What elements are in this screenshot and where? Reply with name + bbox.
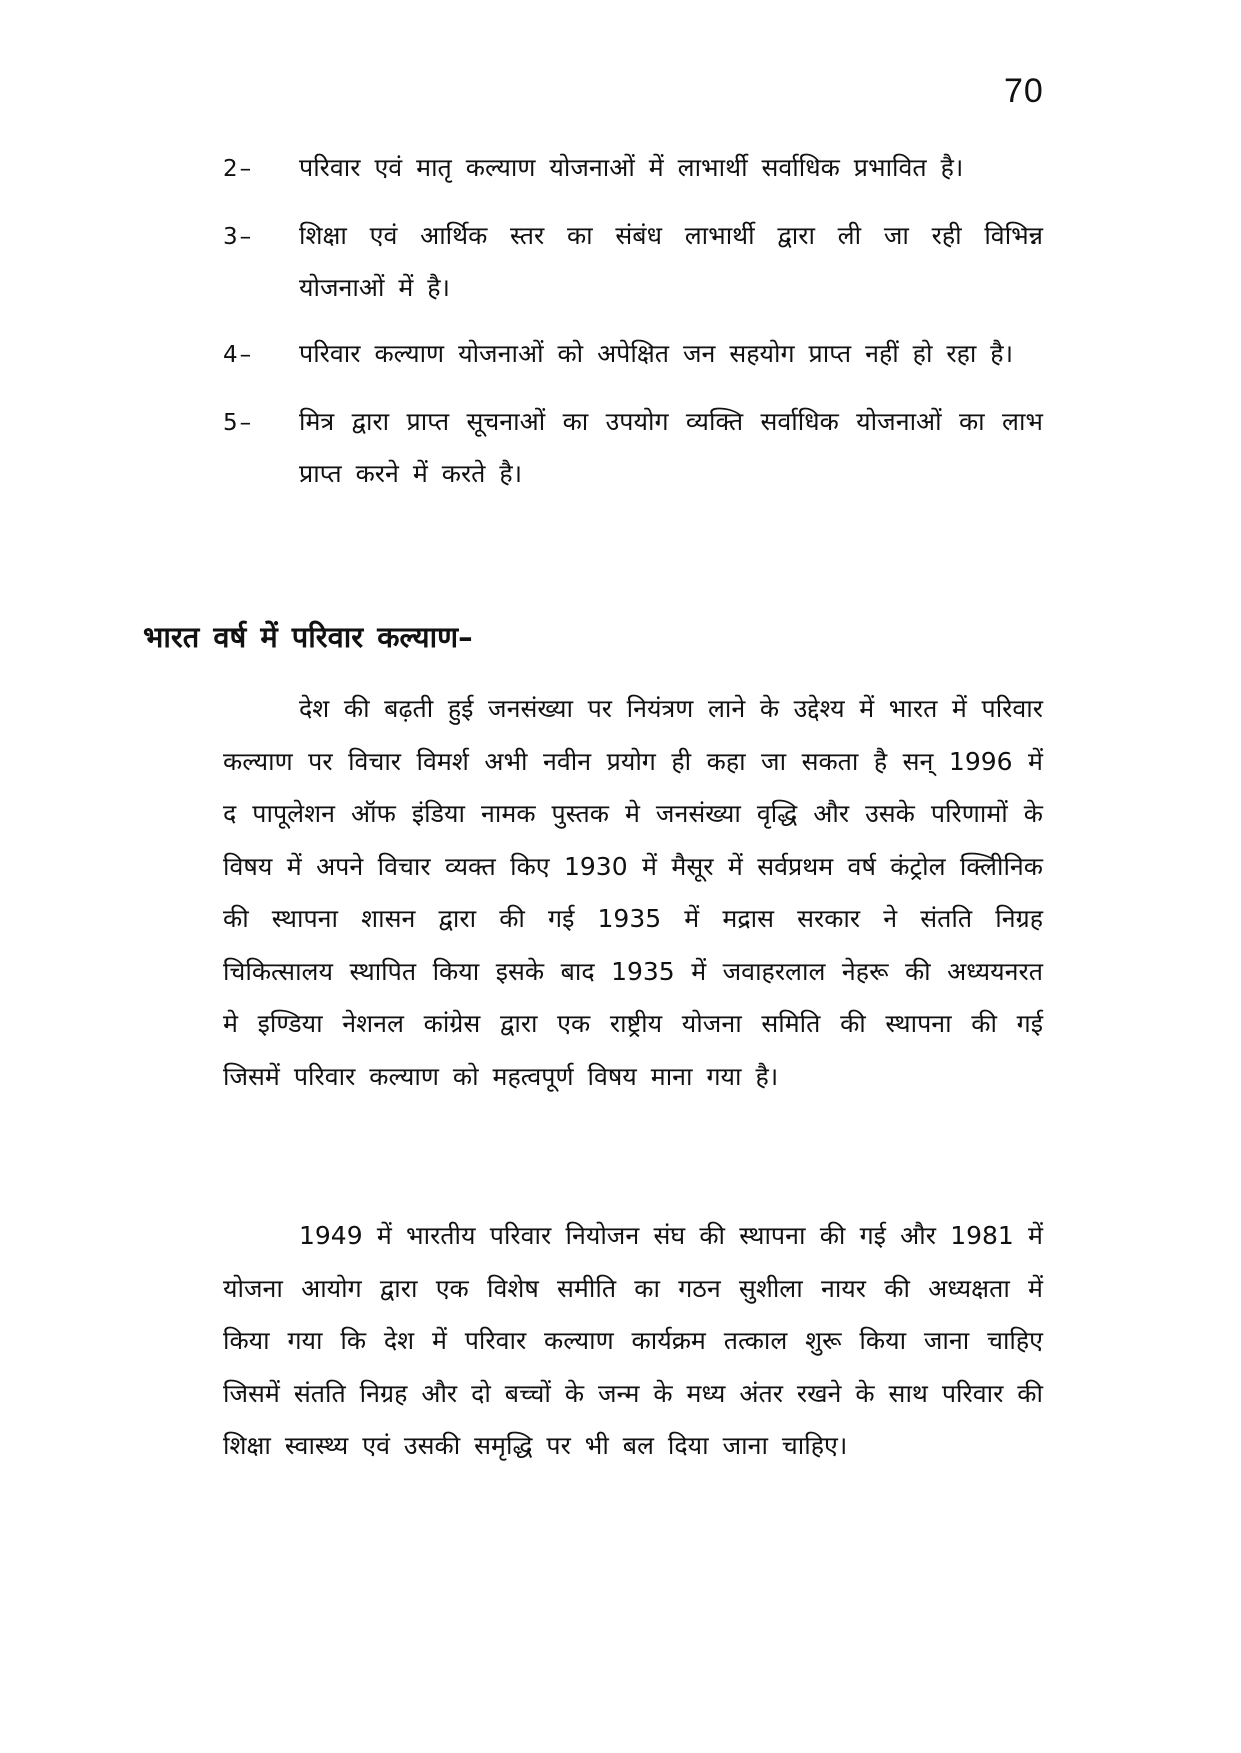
body-paragraph: 1949 में भारतीय परिवार नियोजन संघ की स्थापना की गई और 1981 में योजना आयोग द्वारा एक विशेष समीति का गठन सुशीला नायर की अध्यक्षता में किया गया कि देश में परिवार कल्याण कार्यक्रम तत्काल शुरू किया जाना चाहिए जिसमें संतति निग्रह और दो बच्चों के जन्म के मध्य अंतर रखने के साथ परिवार की शिक्षा स्वास्थ्य एवं उसकी समृद्धि पर भी बल दिया जाना चाहिए। — [223, 1221, 1043, 1460]
list-item — [223, 396, 1043, 500]
list-item-number: 2– — [223, 156, 254, 182]
list-item-number: 4– — [223, 342, 254, 368]
list-item-text: मित्र द्वारा प्राप्त सूचनाओं का उपयोग व्यक्ति सर्वाधिक योजनाओं का लाभ प्राप्त करने में करते है। — [299, 407, 1043, 488]
list-item-text: शिक्षा एवं आर्थिक स्तर का संबंध लाभार्थी द्वारा ली जा रही विभिन्न योजनाओं में है। — [299, 221, 1043, 302]
list-item-number: 3– — [223, 224, 254, 250]
section-heading: भारत वर्ष में परिवार कल्याण– — [143, 620, 473, 654]
list-item — [223, 328, 1043, 382]
page-number: 70 — [1004, 72, 1044, 110]
list-item-number: 5– — [223, 410, 254, 436]
hypotheses-list — [223, 142, 1043, 514]
list-item-text: परिवार कल्याण योजनाओं को अपेक्षित जन सहयोग प्राप्त नहीं हो रहा है। — [299, 339, 1014, 368]
list-item — [223, 210, 1043, 314]
list-item-text: परिवार एवं मातृ कल्याण योजनाओं में लाभार्थी सर्वाधिक प्रभावित है। — [299, 153, 964, 182]
list-item — [223, 142, 1043, 196]
body-paragraph: देश की बढ़ती हुई जनसंख्या पर नियंत्रण लाने के उद्देश्य में भारत में परिवार कल्याण पर विचार विमर्श अभी नवीन प्रयोग ही कहा जा सकता है सन् 1996 में द पापूलेशन ऑफ इंडिया नामक पुस्तक मे जनसंख्या वृद्धि और उसके परिणामों के विषय में अपने विचार व्यक्त किए 1930 में मैसूर में सर्वप्रथम वर्ष कंट्रोल क्लिीनिक की स्थापना शासन द्वारा की गई 1935 में मद्रास सरकार ने संतति निग्रह चिकित्सालय स्थापित किया इसके बाद 1935 में जवाहरलाल नेहरू की अध्ययनरत मे इण्डिया नेशनल कांग्रेस द्वारा एक राष्ट्रीय योजना समिति की स्थापना की गई जिसमें परिवार कल्याण को महत्वपूर्ण विषय माना गया है। — [223, 694, 1043, 1091]
